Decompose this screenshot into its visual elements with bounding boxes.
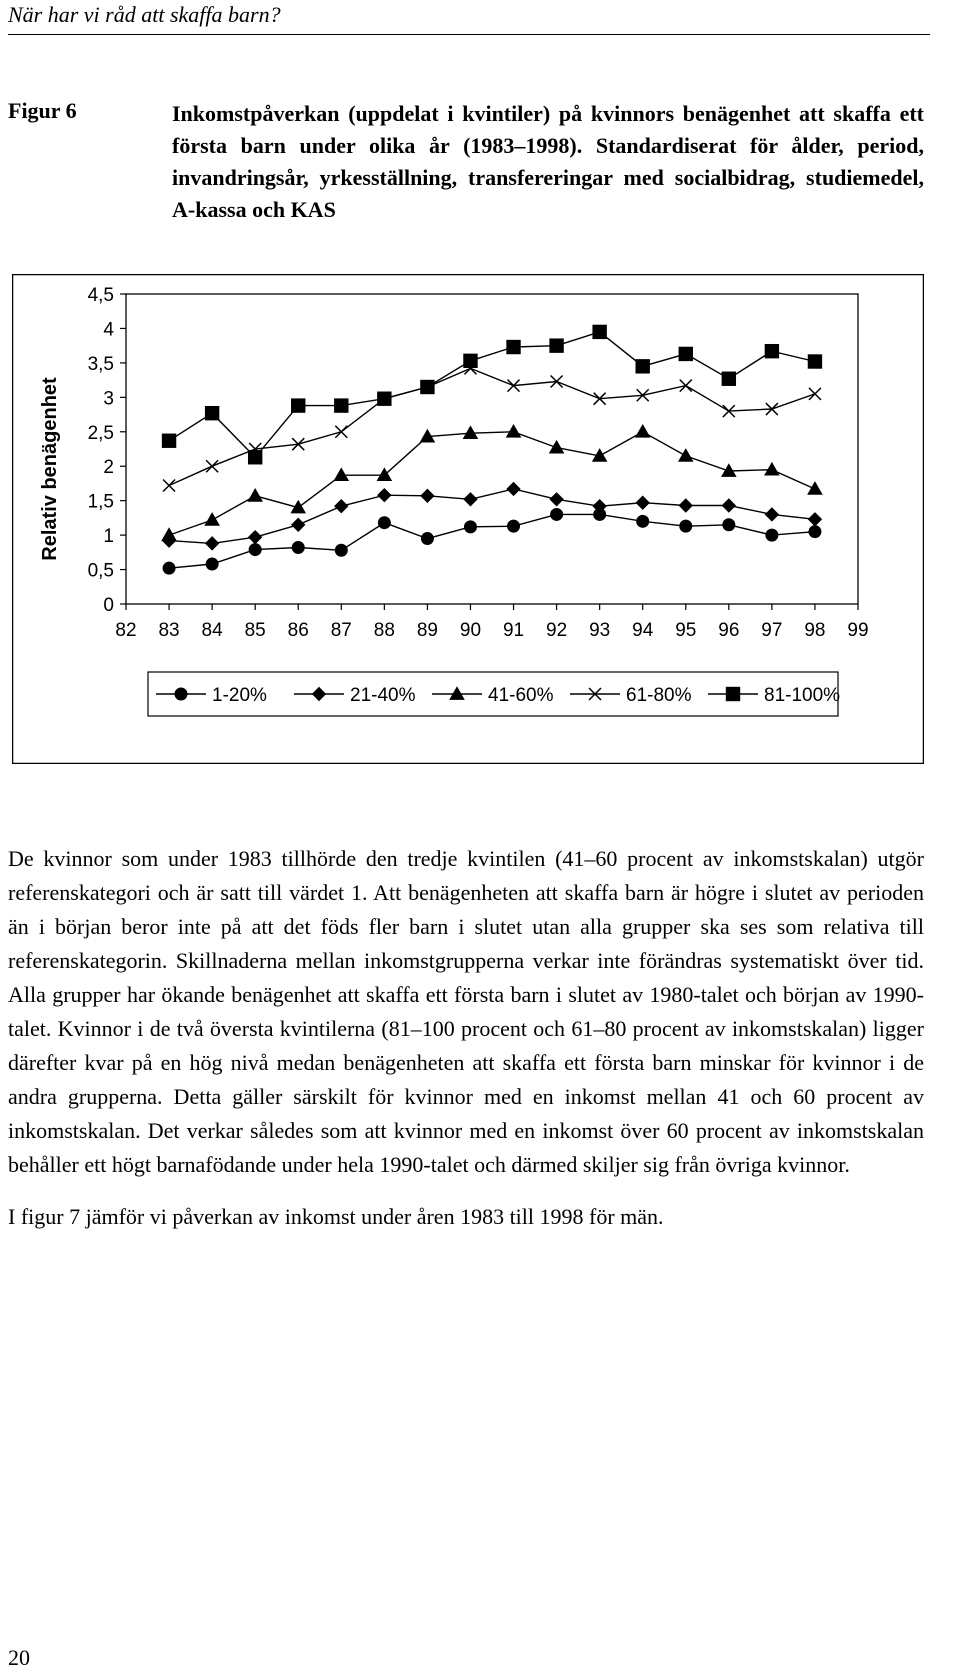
data-point-series-1 — [765, 529, 778, 542]
data-point-series-5 — [420, 380, 434, 394]
x-tick-label: 98 — [804, 620, 826, 641]
data-point-series-1 — [378, 516, 391, 529]
data-point-series-1 — [550, 508, 563, 521]
data-point-series-5 — [808, 354, 822, 368]
data-point-series-1 — [249, 543, 262, 556]
data-point-series-5 — [377, 392, 391, 406]
legend-marker — [726, 687, 740, 701]
data-point-series-5 — [248, 450, 262, 464]
x-tick-label: 82 — [115, 620, 137, 641]
header-rule — [8, 34, 930, 35]
data-point-series-5 — [291, 398, 305, 412]
data-point-series-1 — [808, 525, 821, 538]
x-tick-label: 93 — [589, 620, 611, 641]
y-axis-title: Relativ benägenhet — [39, 377, 61, 561]
data-point-series-5 — [636, 359, 650, 373]
data-point-series-1 — [679, 520, 692, 533]
x-tick-label: 86 — [287, 620, 309, 641]
x-tick-label: 85 — [244, 620, 266, 641]
data-point-series-1 — [507, 520, 520, 533]
figure-caption: Inkomstpåverkan (uppdelat i kvintiler) på kvinnors benägenhet att skaffa ett första barn under olika år (1983–1998). Standardiserat för ålder, period, invandringsår, yrkesställning, transfereringar med socialbidrag, studiemedel, A-kassa och KAS — [172, 101, 924, 222]
x-tick-label: 90 — [459, 620, 482, 641]
data-point-series-5 — [765, 344, 779, 358]
data-point-series-5 — [679, 347, 693, 361]
data-point-series-5 — [506, 340, 520, 354]
legend-label: 81-100% — [764, 685, 841, 706]
body-text — [8, 842, 924, 1234]
data-point-series-1 — [292, 541, 305, 554]
y-tick-label: 0 — [103, 595, 114, 616]
data-point-series-1 — [163, 562, 176, 575]
data-point-series-5 — [162, 434, 176, 448]
x-tick-label: 83 — [158, 620, 180, 641]
paragraph-1: De kvinnor som under 1983 tillhörde den tredje kvintilen (41–60 procent av inkomstskalan) utgör referenskategori och är satt till värdet 1. Att benägenheten att skaffa barn är högre i slutet av perioden än i början beror inte på att det föds fler barn i slutet utan alla grupper ska ses som relativa till referenskategorin. Skillnaderna mellan inkomstgrupperna verkar inte förändras systematiskt över tid. Alla grupper har ökande benägenhet att skaffa ett första barn i slutet av 1980-talet och början av 1990-talet. Kvinnor i de två översta kvintilerna (81–100 procent och 61–80 procent av inkomstskalan) ligger därefter kvar på en hög nivå medan benägenheten att skaffa ett första barn minskar för kvinnor i de andra grupperna. Detta gäller särskilt för kvinnor med en inkomst mellan 41 och 60 procent av inkomstskalan. Det verkar således som att kvinnor med en inkomst över 60 procent av inkomstskalan behåller ett högt barnafödande under hela 1990-talet och därmed skiljer sig från övriga kvinnor. — [8, 846, 924, 1177]
x-tick-label: 84 — [201, 620, 223, 641]
legend-label: 41-60% — [488, 685, 554, 706]
x-tick-label: 91 — [502, 620, 525, 641]
x-tick-label: 96 — [718, 620, 740, 641]
paragraph-2: I figur 7 jämför vi påverkan av inkomst under åren 1983 till 1998 för män. — [8, 1204, 664, 1229]
legend-label: 61-80% — [626, 685, 692, 706]
y-tick-label: 2 — [103, 457, 114, 479]
y-tick-label: 1 — [103, 526, 114, 548]
x-tick-label: 97 — [761, 620, 783, 641]
data-point-series-5 — [334, 398, 348, 412]
y-tick-label: 3,5 — [87, 353, 114, 375]
data-point-series-5 — [592, 325, 606, 339]
legend-marker — [175, 688, 188, 701]
data-point-series-1 — [421, 532, 434, 545]
data-point-series-5 — [205, 406, 219, 420]
y-tick-label: 4 — [103, 319, 114, 341]
y-tick-label: 0,5 — [87, 560, 114, 582]
x-tick-label: 94 — [632, 620, 654, 641]
data-point-series-1 — [464, 520, 477, 533]
data-point-series-5 — [549, 338, 563, 352]
data-point-series-1 — [636, 515, 649, 528]
data-point-series-1 — [206, 558, 219, 571]
x-tick-label: 89 — [416, 620, 438, 641]
data-point-series-5 — [463, 354, 477, 368]
x-tick-label: 99 — [847, 620, 869, 641]
data-point-series-5 — [722, 372, 736, 386]
figure-label: Figur 6 — [8, 98, 77, 123]
line-chart — [12, 274, 924, 764]
x-tick-label: 87 — [330, 620, 352, 641]
y-tick-label: 3 — [103, 388, 114, 410]
y-tick-label: 1,5 — [87, 491, 114, 513]
x-tick-label: 95 — [675, 620, 697, 641]
legend-label: 1-20% — [212, 685, 267, 706]
chart-container — [12, 274, 924, 764]
running-header: När har vi råd att skaffa barn? — [8, 2, 281, 27]
data-point-series-1 — [335, 544, 348, 557]
x-tick-label: 88 — [373, 620, 395, 641]
x-tick-label: 92 — [546, 620, 568, 641]
data-point-series-1 — [722, 518, 735, 531]
page-number: 20 — [8, 1645, 30, 1670]
y-tick-label: 2,5 — [87, 422, 114, 444]
y-tick-label: 4,5 — [87, 285, 114, 306]
legend-label: 21-40% — [350, 685, 416, 706]
